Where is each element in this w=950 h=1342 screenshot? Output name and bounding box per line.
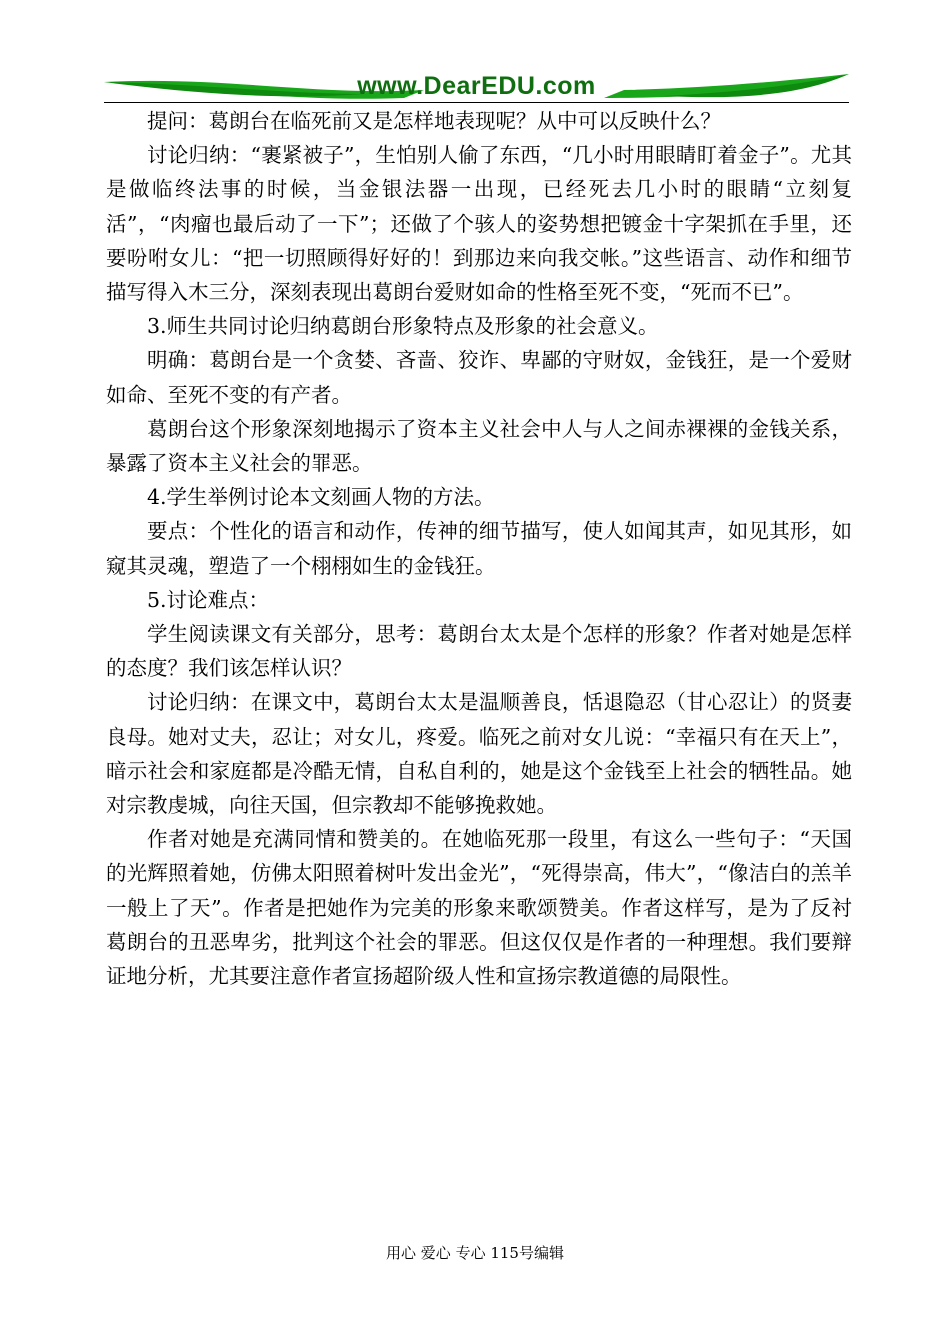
paragraph: 葛朗台这个形象深刻地揭示了资本主义社会中人与人之间赤裸裸的金钱关系，暴露了资本主义社会的罪恶。 — [106, 416, 852, 476]
site-url: www.DearEDU.com — [357, 72, 596, 100]
paragraph: 讨论归纳：在课文中，葛朗台太太是温顺善良，恬退隐忍（甘心忍让）的贤妻良母。她对丈夫，忍让；对女儿，疼爱。临死之前对女儿说：“幸福只有在天上”，暗示社会和家庭都是冷酷无情，自私自利的，她是这个金钱至上社会的牺牲品。她对宗教虔城，向往天国，但宗教却不能够挽救她。 — [106, 690, 852, 818]
paragraph: 4.学生举例讨论本文刻画人物的方法。 — [147, 485, 495, 510]
paragraph: 3.师生共同讨论归纳葛朗台形象特点及形象的社会意义。 — [147, 314, 659, 339]
paragraph: 作者对她是充满同情和赞美的。在她临死那一段里，有这么一些句子：“天国的光辉照着她，仿佛太阳照着树叶发出金光”，“死得崇高，伟大”，“像洁白的羔羊一般上了天”。作者是把她作为完美的形象来歌颂赞美。作者这样写，是为了反衬葛朗台的丑恶卑劣，批判这个社会的罪恶。但这仅仅是作者的一种理想。我们要辩证地分析，尤其要注意作者宣扬超阶级人性和宣扬宗教道德的局限性。 — [106, 827, 852, 989]
document-body — [106, 104, 852, 993]
paragraph: 学生阅读课文有关部分，思考：葛朗台太太是个怎样的形象？作者对她是怎样的态度？我们该怎样认识？ — [106, 622, 852, 681]
paragraph: 要点：个性化的语言和动作，传神的细节描写，使人如闻其声，如见其形，如窥其灵魂，塑造了一个栩栩如生的金钱狂。 — [106, 519, 852, 578]
paragraph: 5.讨论难点： — [147, 587, 270, 612]
header-divider — [104, 102, 849, 103]
paragraph: 提问：葛朗台在临死前又是怎样地表现呢？从中可以反映什么？ — [147, 109, 721, 133]
page-footer: 用心 爱心 专心 115号编辑 — [386, 1244, 564, 1262]
site-header — [104, 72, 849, 104]
paragraph: 讨论归纳：“裹紧被子”，生怕别人偷了东西，“几小时用眼睛盯着金子”。尤其是做临终法事的时候，当金银法器一出现，已经死去几小时的眼睛“立刻复活”，“肉瘤也最后动了一下”；还做了个骇人的姿势想把镀金十字架抓在手里，还要吩咐女儿：“把一切照顾得好好的！到那边来向我交帐。”这些语言、动作和细节描写得入木三分，深刻表现出葛朗台爱财如命的性格至死不变，“死而不已”。 — [106, 143, 852, 305]
paragraph: 明确：葛朗台是一个贪婪、吝啬、狡诈、卑鄙的守财奴，金钱狂，是一个爱财如命、至死不变的有产者。 — [106, 348, 852, 407]
